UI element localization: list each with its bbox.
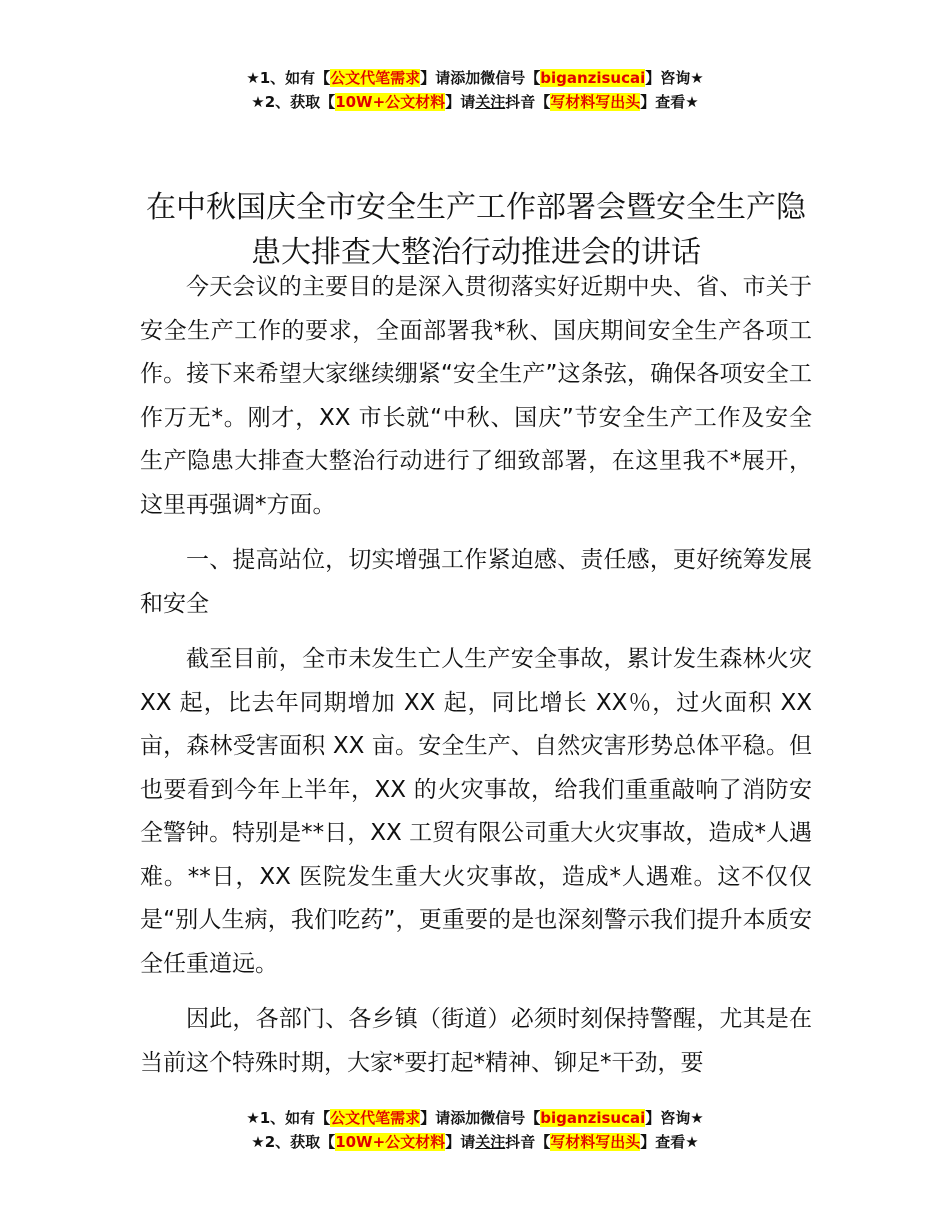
promo-text: 】请添加微信号【 xyxy=(420,1109,541,1127)
promo-highlight: biganzisucai xyxy=(540,1109,646,1127)
promo-text: 】请添加微信号【 xyxy=(420,69,541,87)
promo-line-1 xyxy=(0,66,950,90)
promo-highlight: 10W+公文材料 xyxy=(335,1133,446,1151)
body-paragraph: 因此，各部门、各乡镇（街道）必须时刻保持警醒，尤其是在当前这个特殊时期，大家*要打起*精神、铆足*干劲，要 xyxy=(140,1006,812,1076)
promo-text: 】咨询★ xyxy=(645,69,704,87)
promo-highlight: 写材料写出头 xyxy=(550,93,641,111)
header-promo-banner xyxy=(0,66,950,114)
document-body xyxy=(140,266,812,1097)
promo-text: 抖音【 xyxy=(505,93,551,111)
body-paragraph: 今天会议的主要目的是深入贯彻落实好近期中央、省、市关于安全生产工作的要求，全面部署我*秋、国庆期间安全生产各项工作。接下来希望大家继续绷紧“安全生产”这条弦，确保各项安全工作万无*。刚才，XX 市长就“中秋、国庆”节安全生产工作及安全生产隐患大排查大整治行动进行了细致部署，在这里我不*展开，这里再强调*方面。 xyxy=(140,274,812,518)
promo-underline: 关注 xyxy=(475,93,506,111)
promo-text: ★1、如有【 xyxy=(246,1109,331,1127)
promo-highlight: 写材料写出头 xyxy=(550,1133,641,1151)
section-heading: 一、提高站位，切实增强工作紧迫感、责任感，更好统筹发展和安全 xyxy=(140,547,812,617)
promo-highlight: 10W+公文材料 xyxy=(335,93,446,111)
promo-text: 】查看★ xyxy=(640,93,699,111)
document-title: 在中秋国庆全市安全生产工作部署会暨安全生产隐患大排查大整治行动推进会的讲话 xyxy=(146,190,806,271)
promo-underline: 关注 xyxy=(475,1133,506,1151)
promo-text: ★2、获取【 xyxy=(251,93,336,111)
promo-text: 】请 xyxy=(445,1133,476,1151)
promo-highlight: 公文代笔需求 xyxy=(330,1109,421,1127)
promo-highlight: 公文代笔需求 xyxy=(330,69,421,87)
promo-text: 抖音【 xyxy=(505,1133,551,1151)
promo-highlight: biganzisucai xyxy=(540,69,646,87)
promo-text: 】咨询★ xyxy=(645,1109,704,1127)
promo-text: 】查看★ xyxy=(640,1133,699,1151)
promo-text: 】请 xyxy=(445,93,476,111)
body-paragraph: 截至目前，全市未发生亡人生产安全事故，累计发生森林火灾 XX 起，比去年同期增加 XX 起，同比增长 XX％，过火面积 XX 亩，森林受害面积 XX 亩。安全生产、自然灾害形势总体平稳。但也要看到今年上半年，XX 的火灾事故，给我们重重敲响了消防安全警钟。特别是**日，XX 工贸有限公司重大火灾事故，造成*人遇难。**日，XX 医院发生重大火灾事故，造成*人遇难。这不仅仅是“别人生病，我们吃药”，更重要的是也深刻警示我们提升本质安全任重道远。 xyxy=(140,646,812,977)
promo-text: ★2、获取【 xyxy=(251,1133,336,1151)
promo-line-2 xyxy=(0,90,950,114)
footer-promo-banner xyxy=(0,1106,950,1154)
promo-text: ★1、如有【 xyxy=(246,69,331,87)
promo-line-1 xyxy=(0,1106,950,1130)
promo-line-2 xyxy=(0,1130,950,1154)
